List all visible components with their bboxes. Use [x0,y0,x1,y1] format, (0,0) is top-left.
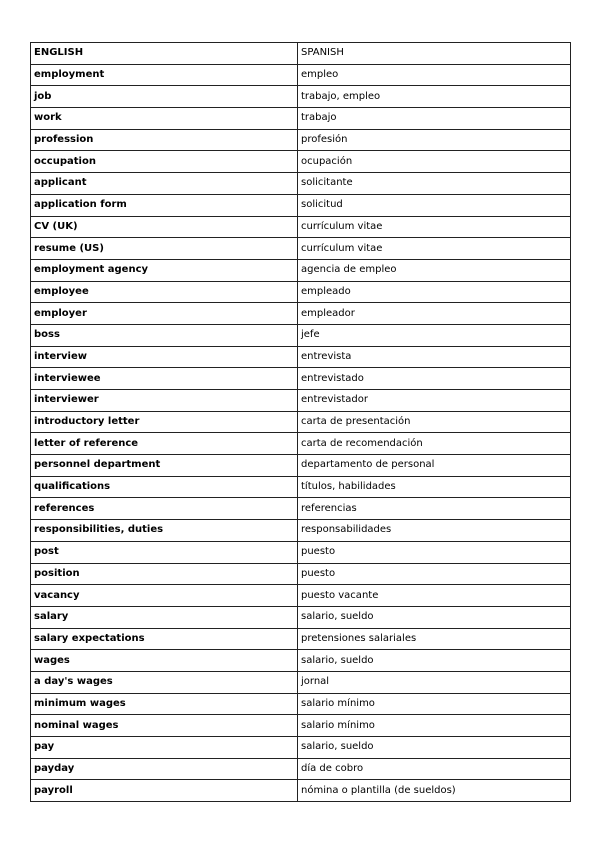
spanish-term: pretensiones salariales [298,628,571,650]
english-term: boss [31,324,298,346]
english-term: minimum wages [31,693,298,715]
english-term: pay [31,737,298,759]
spanish-term: nómina o plantilla (de sueldos) [298,780,571,802]
spanish-term: puesto vacante [298,585,571,607]
table-row [31,498,571,520]
table-row [31,628,571,650]
spanish-term: profesión [298,129,571,151]
english-term: application form [31,194,298,216]
spanish-term: departamento de personal [298,455,571,477]
spanish-term: día de cobro [298,758,571,780]
spanish-term: entrevista [298,346,571,368]
table-row [31,671,571,693]
spanish-term: empleado [298,281,571,303]
english-term: interviewee [31,368,298,390]
table-row [31,780,571,802]
table-row [31,606,571,628]
english-term: work [31,108,298,130]
table-row [31,64,571,86]
spanish-term: carta de presentación [298,411,571,433]
spanish-term: puesto [298,563,571,585]
english-term: responsibilities, duties [31,520,298,542]
spanish-term: jefe [298,324,571,346]
english-term: occupation [31,151,298,173]
spanish-term: jornal [298,671,571,693]
english-term: letter of reference [31,433,298,455]
table-row [31,86,571,108]
table-header-row [31,43,571,65]
english-term: profession [31,129,298,151]
spanish-term: entrevistado [298,368,571,390]
table-row [31,390,571,412]
vocabulary-table [30,42,571,802]
spanish-term: carta de recomendación [298,433,571,455]
spanish-term: salario, sueldo [298,650,571,672]
table-row [31,324,571,346]
table-row [31,520,571,542]
english-term: employment agency [31,259,298,281]
english-term: employment [31,64,298,86]
spanish-term: salario, sueldo [298,737,571,759]
english-term: salary expectations [31,628,298,650]
table-row [31,129,571,151]
spanish-term: salario mínimo [298,693,571,715]
table-row [31,368,571,390]
english-term: payday [31,758,298,780]
spanish-term: trabajo [298,108,571,130]
spanish-term: ocupación [298,151,571,173]
english-term: employer [31,303,298,325]
table-row [31,585,571,607]
english-term: interview [31,346,298,368]
spanish-term: puesto [298,541,571,563]
table-row [31,433,571,455]
table-row [31,238,571,260]
spanish-term: currículum vitae [298,216,571,238]
table-row [31,216,571,238]
table-row [31,455,571,477]
english-term: nominal wages [31,715,298,737]
spanish-term: empleo [298,64,571,86]
table-row [31,346,571,368]
table-row [31,281,571,303]
spanish-term: títulos, habilidades [298,476,571,498]
english-term: position [31,563,298,585]
table-row [31,108,571,130]
english-term: a day's wages [31,671,298,693]
table-row [31,476,571,498]
table-row [31,563,571,585]
table-row [31,194,571,216]
spanish-term: salario, sueldo [298,606,571,628]
table-row [31,411,571,433]
table-row [31,259,571,281]
header-english: ENGLISH [31,43,298,65]
spanish-term: empleador [298,303,571,325]
english-term: CV (UK) [31,216,298,238]
english-term: interviewer [31,390,298,412]
table-row [31,151,571,173]
table-row [31,303,571,325]
header-spanish: SPANISH [298,43,571,65]
english-term: post [31,541,298,563]
table-body [31,64,571,801]
english-term: personnel department [31,455,298,477]
spanish-term: referencias [298,498,571,520]
spanish-term: trabajo, empleo [298,86,571,108]
english-term: vacancy [31,585,298,607]
spanish-term: currículum vitae [298,238,571,260]
spanish-term: solicitud [298,194,571,216]
table-row [31,758,571,780]
english-term: qualifications [31,476,298,498]
table-row [31,737,571,759]
table-row [31,650,571,672]
english-term: payroll [31,780,298,802]
spanish-term: agencia de empleo [298,259,571,281]
spanish-term: solicitante [298,173,571,195]
spanish-term: entrevistador [298,390,571,412]
english-term: salary [31,606,298,628]
english-term: introductory letter [31,411,298,433]
english-term: wages [31,650,298,672]
spanish-term: responsabilidades [298,520,571,542]
english-term: resume (US) [31,238,298,260]
english-term: applicant [31,173,298,195]
spanish-term: salario mínimo [298,715,571,737]
english-term: employee [31,281,298,303]
english-term: references [31,498,298,520]
english-term: job [31,86,298,108]
table-row [31,693,571,715]
table-row [31,173,571,195]
table-row [31,541,571,563]
table-row [31,715,571,737]
